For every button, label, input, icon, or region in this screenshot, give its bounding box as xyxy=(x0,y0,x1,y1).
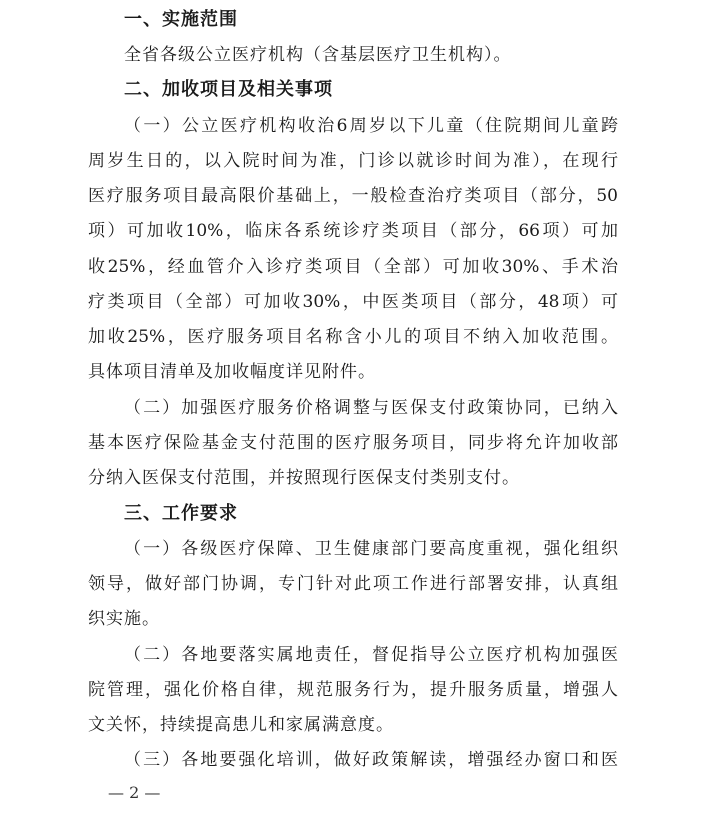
page-number: — 2 — xyxy=(108,783,161,802)
paragraph-line: （三）各地要强化培训，做好政策解读，增强经办窗口和医 xyxy=(124,750,618,770)
paragraph-line: （一）各级医疗保障、卫生健康部门要高度重视，强化组织 xyxy=(124,539,618,559)
paragraph-line: 分纳入医保支付范围，并按照现行医保支付类别支付。 xyxy=(88,468,520,488)
section-heading-work-requirements: 三、工作要求 xyxy=(124,503,238,524)
paragraph-line: （二）加强医疗服务价格调整与医保支付政策协同，已纳入 xyxy=(124,398,618,418)
paragraph-line: （一）公立医疗机构收治6周岁以下儿童（住院期间儿童跨 xyxy=(124,116,618,136)
paragraph-line: 周岁生日的，以入院时间为准，门诊以就诊时间为准），在现行 xyxy=(88,151,618,171)
paragraph-line: 基本医疗保险基金支付范围的医疗服务项目，同步将允许加收部 xyxy=(88,433,618,453)
paragraph-line: 医疗服务项目最高限价基础上，一般检查治疗类项目（部分，50 xyxy=(88,186,618,206)
paragraph-line: 加收25%，医疗服务项目名称含小儿的项目不纳入加收范围。 xyxy=(88,327,618,347)
paragraph-line: （二）各地要落实属地责任，督促指导公立医疗机构加强医 xyxy=(124,645,618,665)
paragraph-line: 收25%，经血管介入诊疗类项目（全部）可加收30%、手术治 xyxy=(88,257,618,277)
section-heading-scope: 一、实施范围 xyxy=(124,9,238,30)
paragraph-line: 织实施。 xyxy=(88,609,160,629)
paragraph-line: 领导，做好部门协调，专门针对此项工作进行部署安排，认真组 xyxy=(88,574,618,594)
paragraph-line: 疗类项目（全部）可加收30%，中医类项目（部分，48项）可 xyxy=(88,292,618,312)
paragraph-line: 院管理，强化价格自律，规范服务行为，提升服务质量，增强人 xyxy=(88,680,618,700)
section-heading-surcharge-items: 二、加收项目及相关事项 xyxy=(124,79,333,100)
paragraph-line: 具体项目清单及加收幅度详见附件。 xyxy=(88,362,376,382)
paragraph-line: 全省各级公立医疗机构（含基层医疗卫生机构）。 xyxy=(124,45,512,65)
paragraph-line: 文关怀，持续提高患儿和家属满意度。 xyxy=(88,715,394,735)
paragraph-line: 项）可加收10%，临床各系统诊疗类项目（部分，66项）可加 xyxy=(88,221,618,241)
